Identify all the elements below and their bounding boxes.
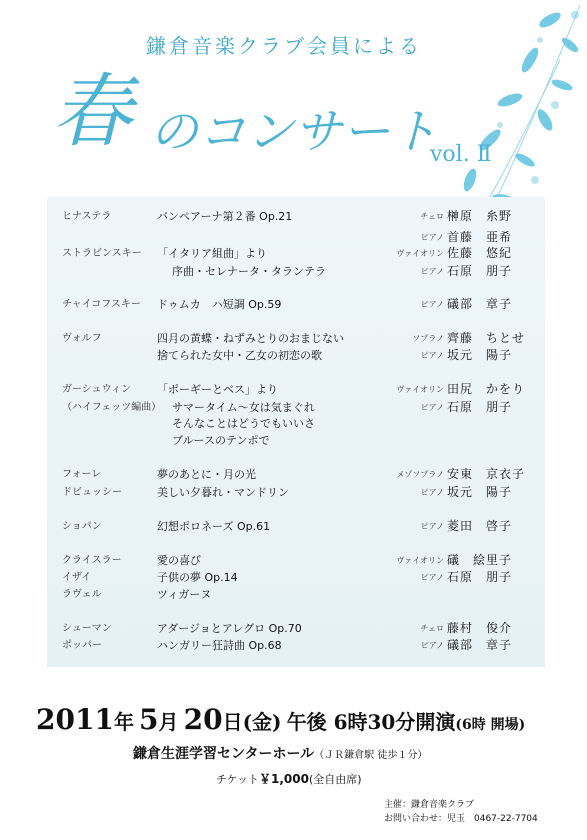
instrument-label: ピアノ bbox=[420, 573, 444, 582]
work-title: 四月の黄蝶・ねずみとりのおまじない bbox=[157, 332, 344, 345]
program-row bbox=[0, 637, 587, 654]
organizer-host: 主催：鎌倉音楽クラブ bbox=[384, 800, 475, 810]
organizer-contact: お問い合わせ：児玉 0467-22-7704 bbox=[384, 814, 538, 824]
program-row bbox=[0, 208, 587, 225]
composer-name: ヴォルフ bbox=[62, 333, 102, 344]
performer-name: 坂元 陽子 bbox=[447, 485, 513, 499]
work-title: ブルースのテンポで bbox=[172, 434, 270, 447]
event-year-unit: 年 bbox=[113, 710, 134, 734]
performer-name: 礒 絵里子 bbox=[447, 553, 513, 567]
program-row bbox=[0, 466, 587, 483]
ticket-info bbox=[216, 770, 362, 787]
work-title: 序曲・セレナータ・タランテラ bbox=[172, 265, 326, 278]
ticket-note: (全自由席) bbox=[308, 773, 362, 786]
performer-name: 礒部 章子 bbox=[447, 638, 513, 652]
work-title: 「ポーギーとベス」より bbox=[157, 383, 278, 396]
program-row bbox=[0, 229, 587, 246]
venue-note: （ＪＲ鎌倉駅 徒歩１分） bbox=[314, 750, 428, 761]
composer-name: チャイコフスキー bbox=[62, 299, 141, 310]
instrument-label: ピアノ bbox=[420, 233, 444, 242]
work-title: 幻想ポロネーズ Op.61 bbox=[157, 520, 271, 533]
event-doors: (6時 開場) bbox=[455, 717, 526, 733]
composer-name: ヒナステラ bbox=[62, 211, 112, 222]
composer-name: ラヴェル bbox=[62, 589, 102, 600]
program-row bbox=[0, 620, 587, 637]
performer-name: 石原 朋子 bbox=[447, 264, 513, 278]
ticket-price: ￥1,000 bbox=[259, 772, 309, 786]
program-row bbox=[0, 245, 587, 262]
event-day-unit: 日 bbox=[222, 710, 243, 734]
event-year: 2011 bbox=[36, 703, 114, 736]
volume-label: vol. Ⅱ bbox=[430, 142, 492, 167]
work-title: 美しい夕暮れ・マンドリン bbox=[157, 486, 289, 499]
event-time: 午後 6時30分開演 bbox=[286, 710, 456, 734]
program-row bbox=[0, 330, 587, 347]
performer-name: 榊原 糸野 bbox=[447, 209, 513, 223]
instrument-label: メゾソプラノ bbox=[396, 470, 444, 479]
instrument-label: チェロ bbox=[420, 212, 444, 221]
instrument-label: ピアノ bbox=[420, 267, 444, 276]
program-row bbox=[0, 552, 587, 569]
program-row bbox=[0, 415, 587, 432]
composer-name: ガーシュウィン bbox=[62, 384, 131, 395]
instrument-label: ソプラノ bbox=[412, 334, 444, 343]
work-title: 捨てられた女中・乙女の初恋の歌 bbox=[157, 349, 322, 362]
instrument-label: ピアノ bbox=[420, 641, 444, 650]
instrument-label: ピアノ bbox=[420, 351, 444, 360]
composer-name: イザイ bbox=[62, 572, 92, 583]
performer-name: 坂元 陽子 bbox=[447, 348, 513, 362]
event-month: 5 bbox=[139, 703, 159, 736]
instrument-label: ピアノ bbox=[420, 522, 444, 531]
program-row bbox=[0, 569, 587, 586]
composer-name: ストラビンスキー bbox=[62, 248, 142, 259]
instrument-label: ヴァイオリン bbox=[396, 385, 444, 394]
performer-name: 礒部 章子 bbox=[447, 297, 513, 311]
organizer-info bbox=[384, 798, 538, 826]
event-date-line bbox=[36, 703, 525, 736]
event-weekday: (金) bbox=[242, 710, 282, 734]
event-day: 20 bbox=[183, 703, 223, 736]
performer-name: 菱田 啓子 bbox=[447, 519, 513, 533]
program-row bbox=[0, 586, 587, 603]
instrument-label: ヴァイオリン bbox=[396, 249, 444, 258]
work-title: 子供の夢 Op.14 bbox=[157, 571, 238, 584]
composer-name: ドビュッシー bbox=[62, 487, 122, 498]
work-title: 愛の喜び bbox=[157, 554, 201, 567]
program-row bbox=[0, 381, 587, 398]
work-title: バンペアーナ第２番 Op.21 bbox=[157, 210, 293, 223]
title-haru: 春 bbox=[52, 65, 132, 158]
instrument-label: ヴァイオリン bbox=[396, 556, 444, 565]
program-row bbox=[0, 484, 587, 501]
ticket-label: チケット bbox=[216, 773, 260, 786]
work-title: サマータイム～女は気まぐれ bbox=[172, 401, 315, 414]
program-row bbox=[0, 296, 587, 313]
work-title: そんなことはどうでもいいさ bbox=[172, 417, 315, 430]
work-title: ドゥムカ ハ短調 Op.59 bbox=[157, 298, 282, 311]
performer-name: 安東 京衣子 bbox=[447, 467, 526, 481]
composer-name: フォーレ bbox=[62, 469, 102, 480]
venue bbox=[133, 743, 427, 763]
title-concert: のコンサート bbox=[150, 104, 439, 160]
performer-name: 田尻 かをり bbox=[447, 382, 526, 396]
instrument-label: チェロ bbox=[420, 624, 444, 633]
instrument-label: ピアノ bbox=[420, 488, 444, 497]
program-row bbox=[0, 347, 587, 364]
composer-name: クライスラー bbox=[62, 555, 122, 566]
performer-name: 藤村 俊介 bbox=[447, 621, 513, 635]
composer-name: シューマン bbox=[62, 623, 112, 634]
work-title: アダージョとアレグロ Op.70 bbox=[157, 622, 302, 635]
composer-name: ショパン bbox=[62, 521, 102, 532]
venue-name: 鎌倉生涯学習センターホール bbox=[133, 746, 315, 762]
work-title: ツィガーヌ bbox=[157, 588, 212, 601]
event-month-unit: 月 bbox=[158, 710, 179, 734]
subtitle: 鎌倉音楽クラブ会員による bbox=[146, 34, 422, 58]
program-row bbox=[0, 518, 587, 535]
performer-name: 石原 朋子 bbox=[447, 570, 513, 584]
work-title: 「イタリア組曲」より bbox=[157, 247, 267, 260]
performer-name: 石原 朋子 bbox=[447, 400, 513, 414]
program-row bbox=[0, 432, 587, 449]
composer-name: （ハイフェッツ編曲） bbox=[62, 402, 162, 413]
work-title: ハンガリー狂詩曲 Op.68 bbox=[157, 639, 282, 652]
instrument-label: ピアノ bbox=[420, 300, 444, 309]
program-row bbox=[0, 399, 587, 416]
performer-name: 齊藤 ちとせ bbox=[447, 331, 526, 345]
instrument-label: ピアノ bbox=[420, 403, 444, 412]
performer-name: 佐藤 悠紀 bbox=[447, 246, 513, 260]
work-title: 夢のあとに・月の光 bbox=[157, 468, 256, 481]
composer-name: ポッパー bbox=[62, 640, 102, 651]
performer-name: 首藤 亜希 bbox=[447, 230, 513, 244]
program-row bbox=[0, 263, 587, 280]
